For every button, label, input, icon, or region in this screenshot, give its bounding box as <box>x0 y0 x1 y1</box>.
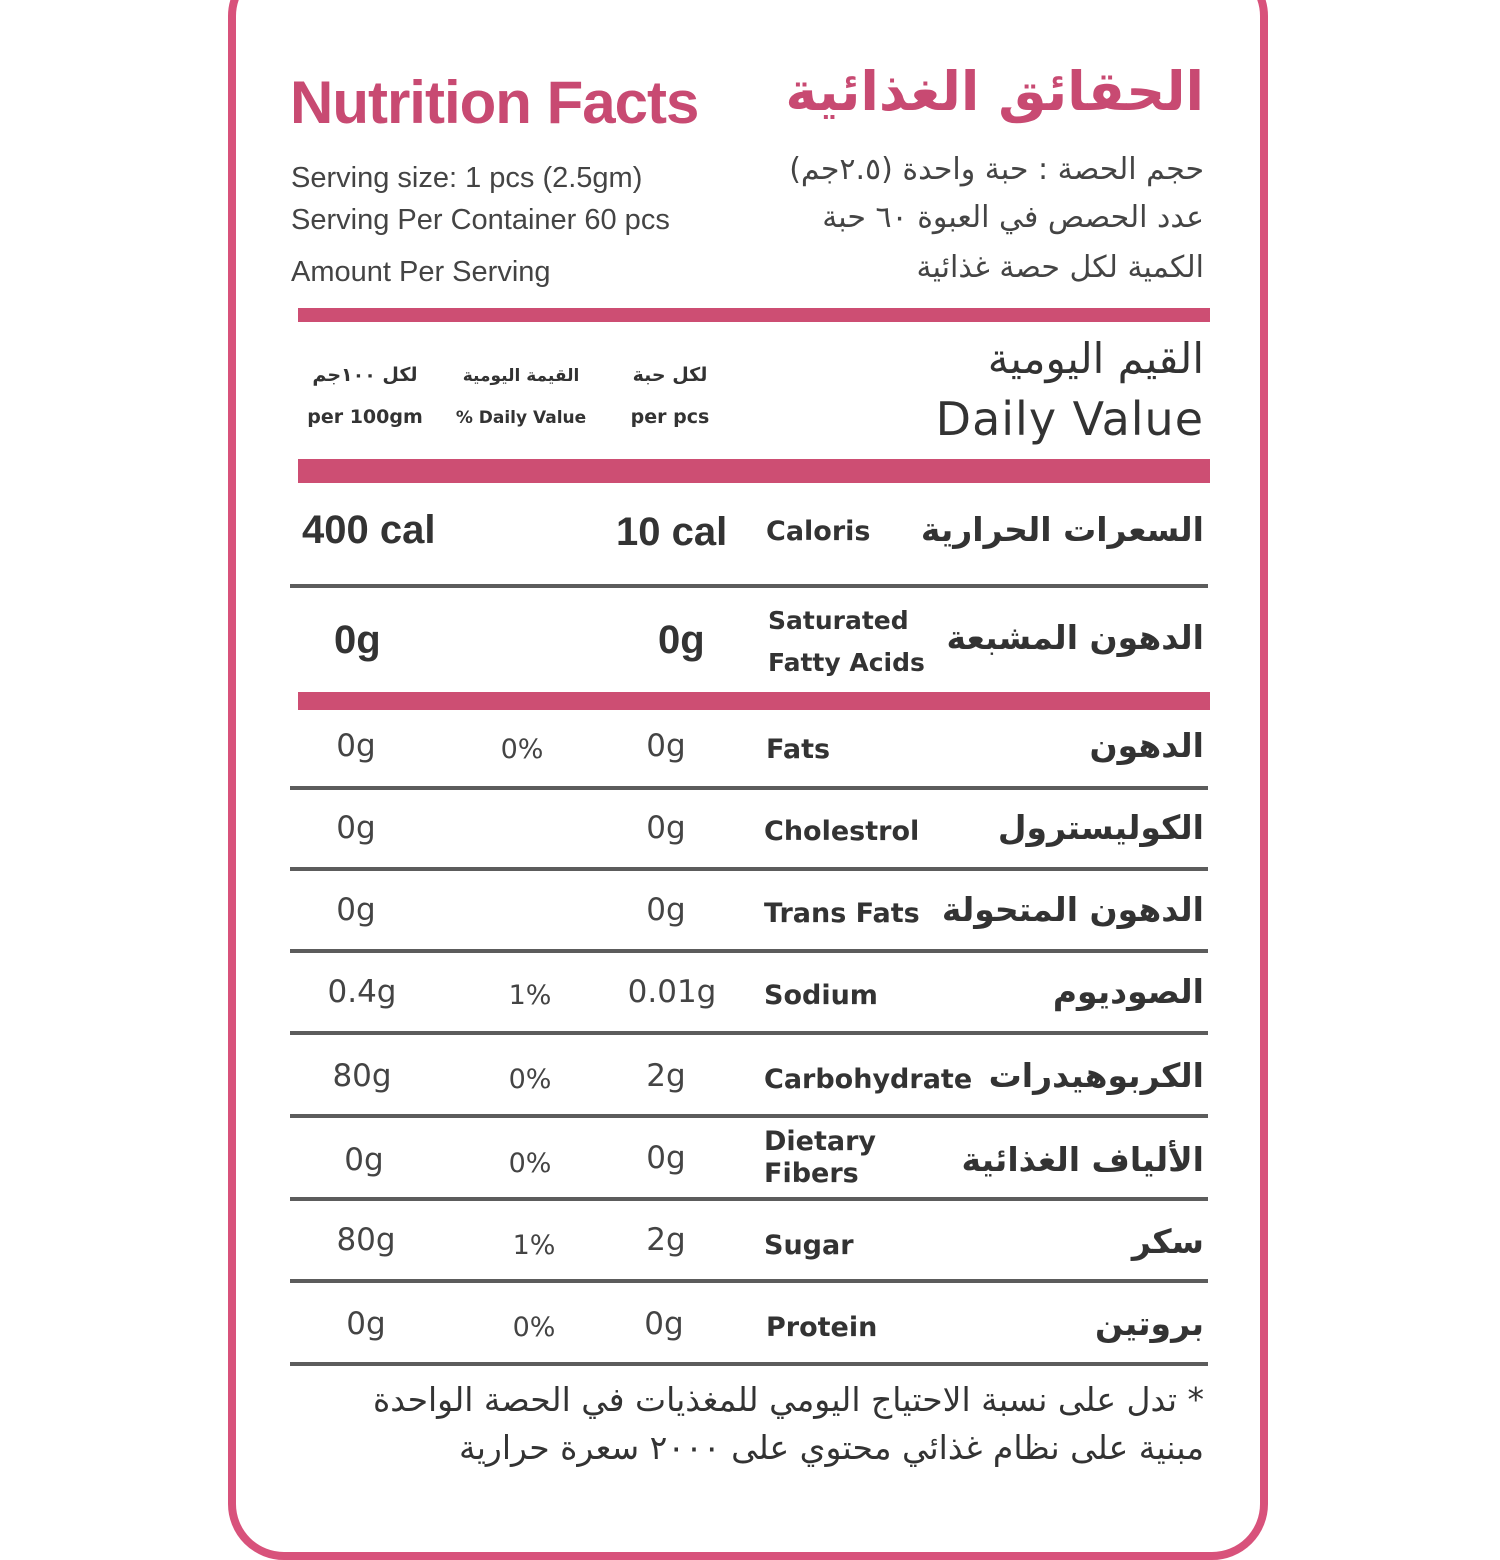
transfats-label-ar: الدهون المتحولة <box>941 890 1204 929</box>
carbohydrate-label-en: Carbohydrate <box>764 1064 973 1095</box>
protein-per100: 0g <box>346 1306 386 1342</box>
serving-size-en: Serving size: 1 pcs (2.5gm) <box>291 162 643 194</box>
saturated-label-en-2: Fatty Acids <box>768 648 925 677</box>
col-per100-en: per 100gm <box>307 406 423 428</box>
divider-bar <box>298 692 1210 710</box>
row-rule <box>290 867 1208 871</box>
fibers-per100: 0g <box>344 1142 384 1178</box>
saturated-per100: 0g <box>334 618 381 662</box>
divider-bar <box>298 459 1210 483</box>
footnote-line-2: مبنية على نظام غذائي محتوي على ٢٠٠٠ سعرة حرارية <box>459 1428 1204 1467</box>
cholestrol-label-ar: الكوليسترول <box>997 808 1204 847</box>
cholestrol-label-en: Cholestrol <box>764 816 920 847</box>
protein-perpcs: 0g <box>644 1306 684 1342</box>
calories-perpcs: 10 cal <box>616 510 728 554</box>
carbohydrate-perpcs: 2g <box>646 1058 686 1094</box>
sodium-label-ar: الصوديوم <box>1052 972 1204 1011</box>
serving-size-ar: حجم الحصة : حبة واحدة (٢.٥جم) <box>789 152 1204 187</box>
transfats-perpcs: 0g <box>646 892 686 928</box>
carbohydrate-label-ar: الكربوهيدرات <box>988 1056 1204 1095</box>
carbohydrate-per100: 80g <box>332 1058 392 1094</box>
row-rule <box>290 1362 1208 1366</box>
col-perpcs-ar: لكل حبة <box>632 364 708 386</box>
fats-label-en: Fats <box>766 734 831 765</box>
divider-bar <box>298 308 1210 322</box>
fats-dv: 0% <box>500 734 544 765</box>
protein-label-ar: بروتين <box>1095 1304 1204 1343</box>
sugar-label-ar: سكر <box>1131 1222 1204 1261</box>
daily-value-heading-ar: القيم اليومية <box>987 334 1204 383</box>
row-rule <box>290 786 1208 790</box>
row-rule <box>290 584 1208 588</box>
saturated-label-ar: الدهون المشبعة <box>946 618 1204 657</box>
protein-dv: 0% <box>512 1312 556 1343</box>
protein-label-en: Protein <box>766 1312 878 1343</box>
fats-perpcs: 0g <box>646 728 686 764</box>
fats-label-ar: الدهون <box>1089 726 1204 765</box>
cholestrol-perpcs: 0g <box>646 810 686 846</box>
col-dv-ar: القيمة اليومية <box>462 366 580 386</box>
sodium-per100: 0.4g <box>327 974 397 1010</box>
fibers-label-en-2: Fibers <box>764 1158 859 1189</box>
amount-per-serving-en: Amount Per Serving <box>291 256 551 288</box>
fats-per100: 0g <box>336 728 376 764</box>
title-en: Nutrition Facts <box>290 69 699 136</box>
fibers-dv: 0% <box>508 1148 552 1179</box>
sodium-dv: 1% <box>508 980 552 1011</box>
sodium-label-en: Sodium <box>764 980 878 1011</box>
sugar-perpcs: 2g <box>646 1222 686 1258</box>
sugar-dv: 1% <box>512 1230 556 1261</box>
fibers-label-ar: الألياف الغذائية <box>961 1140 1204 1179</box>
fibers-perpcs: 0g <box>646 1140 686 1176</box>
servings-per-container-en: Serving Per Container 60 pcs <box>291 204 670 236</box>
saturated-perpcs: 0g <box>658 618 705 662</box>
amount-per-serving-ar: الكمية لكل حصة غذائية <box>916 250 1204 285</box>
footnote-line-1: * تدل على نسبة الاحتياج اليومي للمغذيات في الحصة الواحدة <box>372 1380 1204 1419</box>
calories-per100: 400 cal <box>302 508 436 552</box>
saturated-label-en-1: Saturated <box>768 606 909 635</box>
fibers-label-en-1: Dietary <box>764 1126 877 1157</box>
carbohydrate-dv: 0% <box>508 1064 552 1095</box>
transfats-label-en: Trans Fats <box>764 898 920 929</box>
title-ar: الحقائق الغذائية <box>785 60 1204 123</box>
calories-label-en: Caloris <box>766 516 871 547</box>
sodium-perpcs: 0.01g <box>627 974 717 1010</box>
transfats-per100: 0g <box>336 892 376 928</box>
calories-label-ar: السعرات الحرارية <box>920 510 1204 549</box>
sugar-per100: 80g <box>336 1222 396 1258</box>
row-rule <box>290 1114 1208 1118</box>
servings-per-container-ar: عدد الحصص في العبوة ٦٠ حبة <box>822 200 1204 235</box>
daily-value-heading-en: Daily Value <box>935 392 1204 446</box>
col-per100-ar: لكل ١٠٠جم <box>312 364 418 386</box>
row-rule <box>290 1197 1208 1201</box>
col-perpcs-en: per pcs <box>630 406 710 428</box>
row-rule <box>290 1279 1208 1283</box>
col-dv-en: % Daily Value <box>455 408 587 428</box>
row-rule <box>290 1031 1208 1035</box>
sugar-label-en: Sugar <box>764 1230 854 1261</box>
row-rule <box>290 949 1208 953</box>
cholestrol-per100: 0g <box>336 810 376 846</box>
